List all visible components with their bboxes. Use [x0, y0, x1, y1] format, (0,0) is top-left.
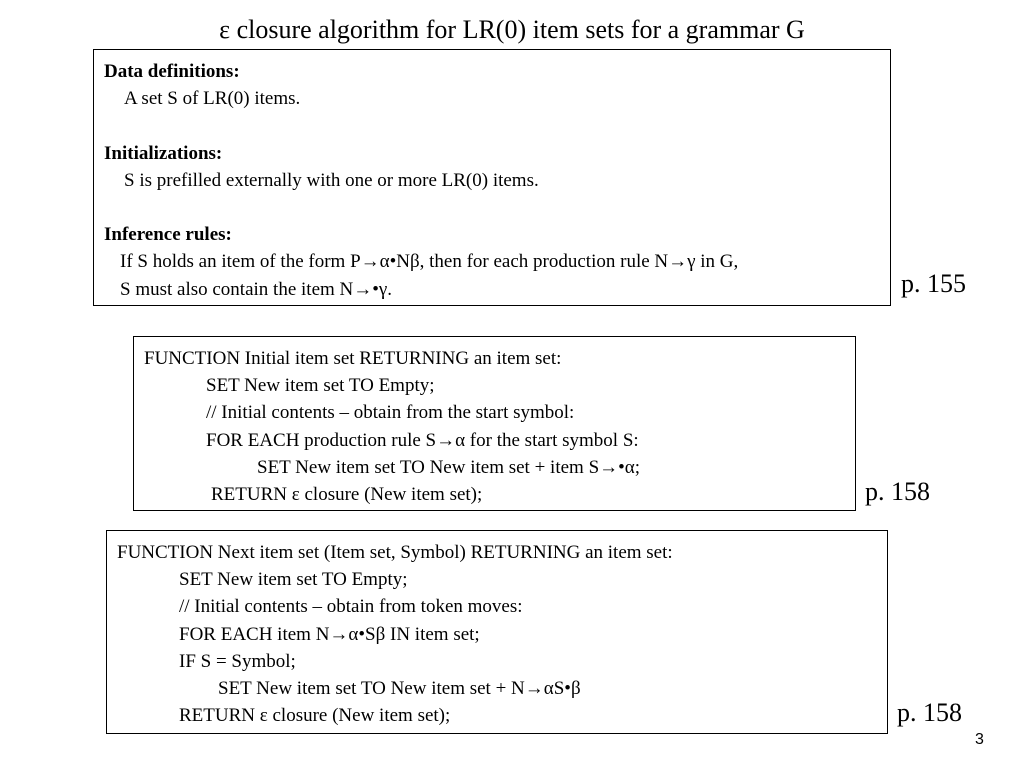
- spacer: [104, 194, 880, 221]
- code-line: SET New item set TO Empty;: [206, 375, 435, 397]
- slide-number: 3: [975, 731, 984, 748]
- code-comment: // Initial contents – obtain from the start symbol:: [206, 402, 575, 424]
- data-definitions-heading: Data definitions:: [104, 61, 240, 82]
- initializations-text: S is prefilled externally with one or more LR(0) items.: [124, 169, 539, 191]
- closure-definition-box: [93, 49, 891, 306]
- inference-rules-heading: Inference rules:: [104, 224, 232, 246]
- next-item-set-function-box: [106, 530, 888, 734]
- slide-title: ε closure algorithm for LR(0) item sets for a grammar G: [219, 15, 805, 44]
- code-line: SET New item set TO New item set + N→αS•β: [218, 677, 581, 699]
- code-comment: // Initial contents – obtain from token moves:: [179, 596, 523, 618]
- code-line: SET New item set TO New item set + item S→•α;: [257, 456, 641, 478]
- code-line: RETURN ε closure (New item set);: [211, 483, 483, 505]
- inference-rule-line: If S holds an item of the form P→α•Nβ, then for each production rule N→γ in G,: [120, 251, 739, 273]
- code-line: RETURN ε closure (New item set);: [179, 705, 451, 727]
- inference-rule-line: S must also contain the item N→•γ.: [120, 278, 393, 300]
- code-line: SET New item set TO Empty;: [179, 569, 408, 591]
- code-line: FOR EACH item N→α•Sβ IN item set;: [179, 623, 480, 645]
- page-reference: p. 158: [865, 477, 930, 506]
- spacer: [104, 112, 880, 139]
- code-line: IF S = Symbol;: [179, 650, 296, 672]
- code-line: FUNCTION Next item set (Item set, Symbol) RETURNING an item set:: [117, 542, 673, 563]
- initial-item-set-function-box: [133, 336, 856, 511]
- data-definitions-text: A set S of LR(0) items.: [124, 88, 301, 110]
- code-line: FUNCTION Initial item set RETURNING an item set:: [144, 348, 562, 369]
- code-line: FOR EACH production rule S→α for the start symbol S:: [206, 429, 639, 451]
- page-reference: p. 158: [897, 698, 962, 727]
- initializations-heading: Initializations:: [104, 142, 223, 164]
- page-reference: p. 155: [901, 269, 966, 298]
